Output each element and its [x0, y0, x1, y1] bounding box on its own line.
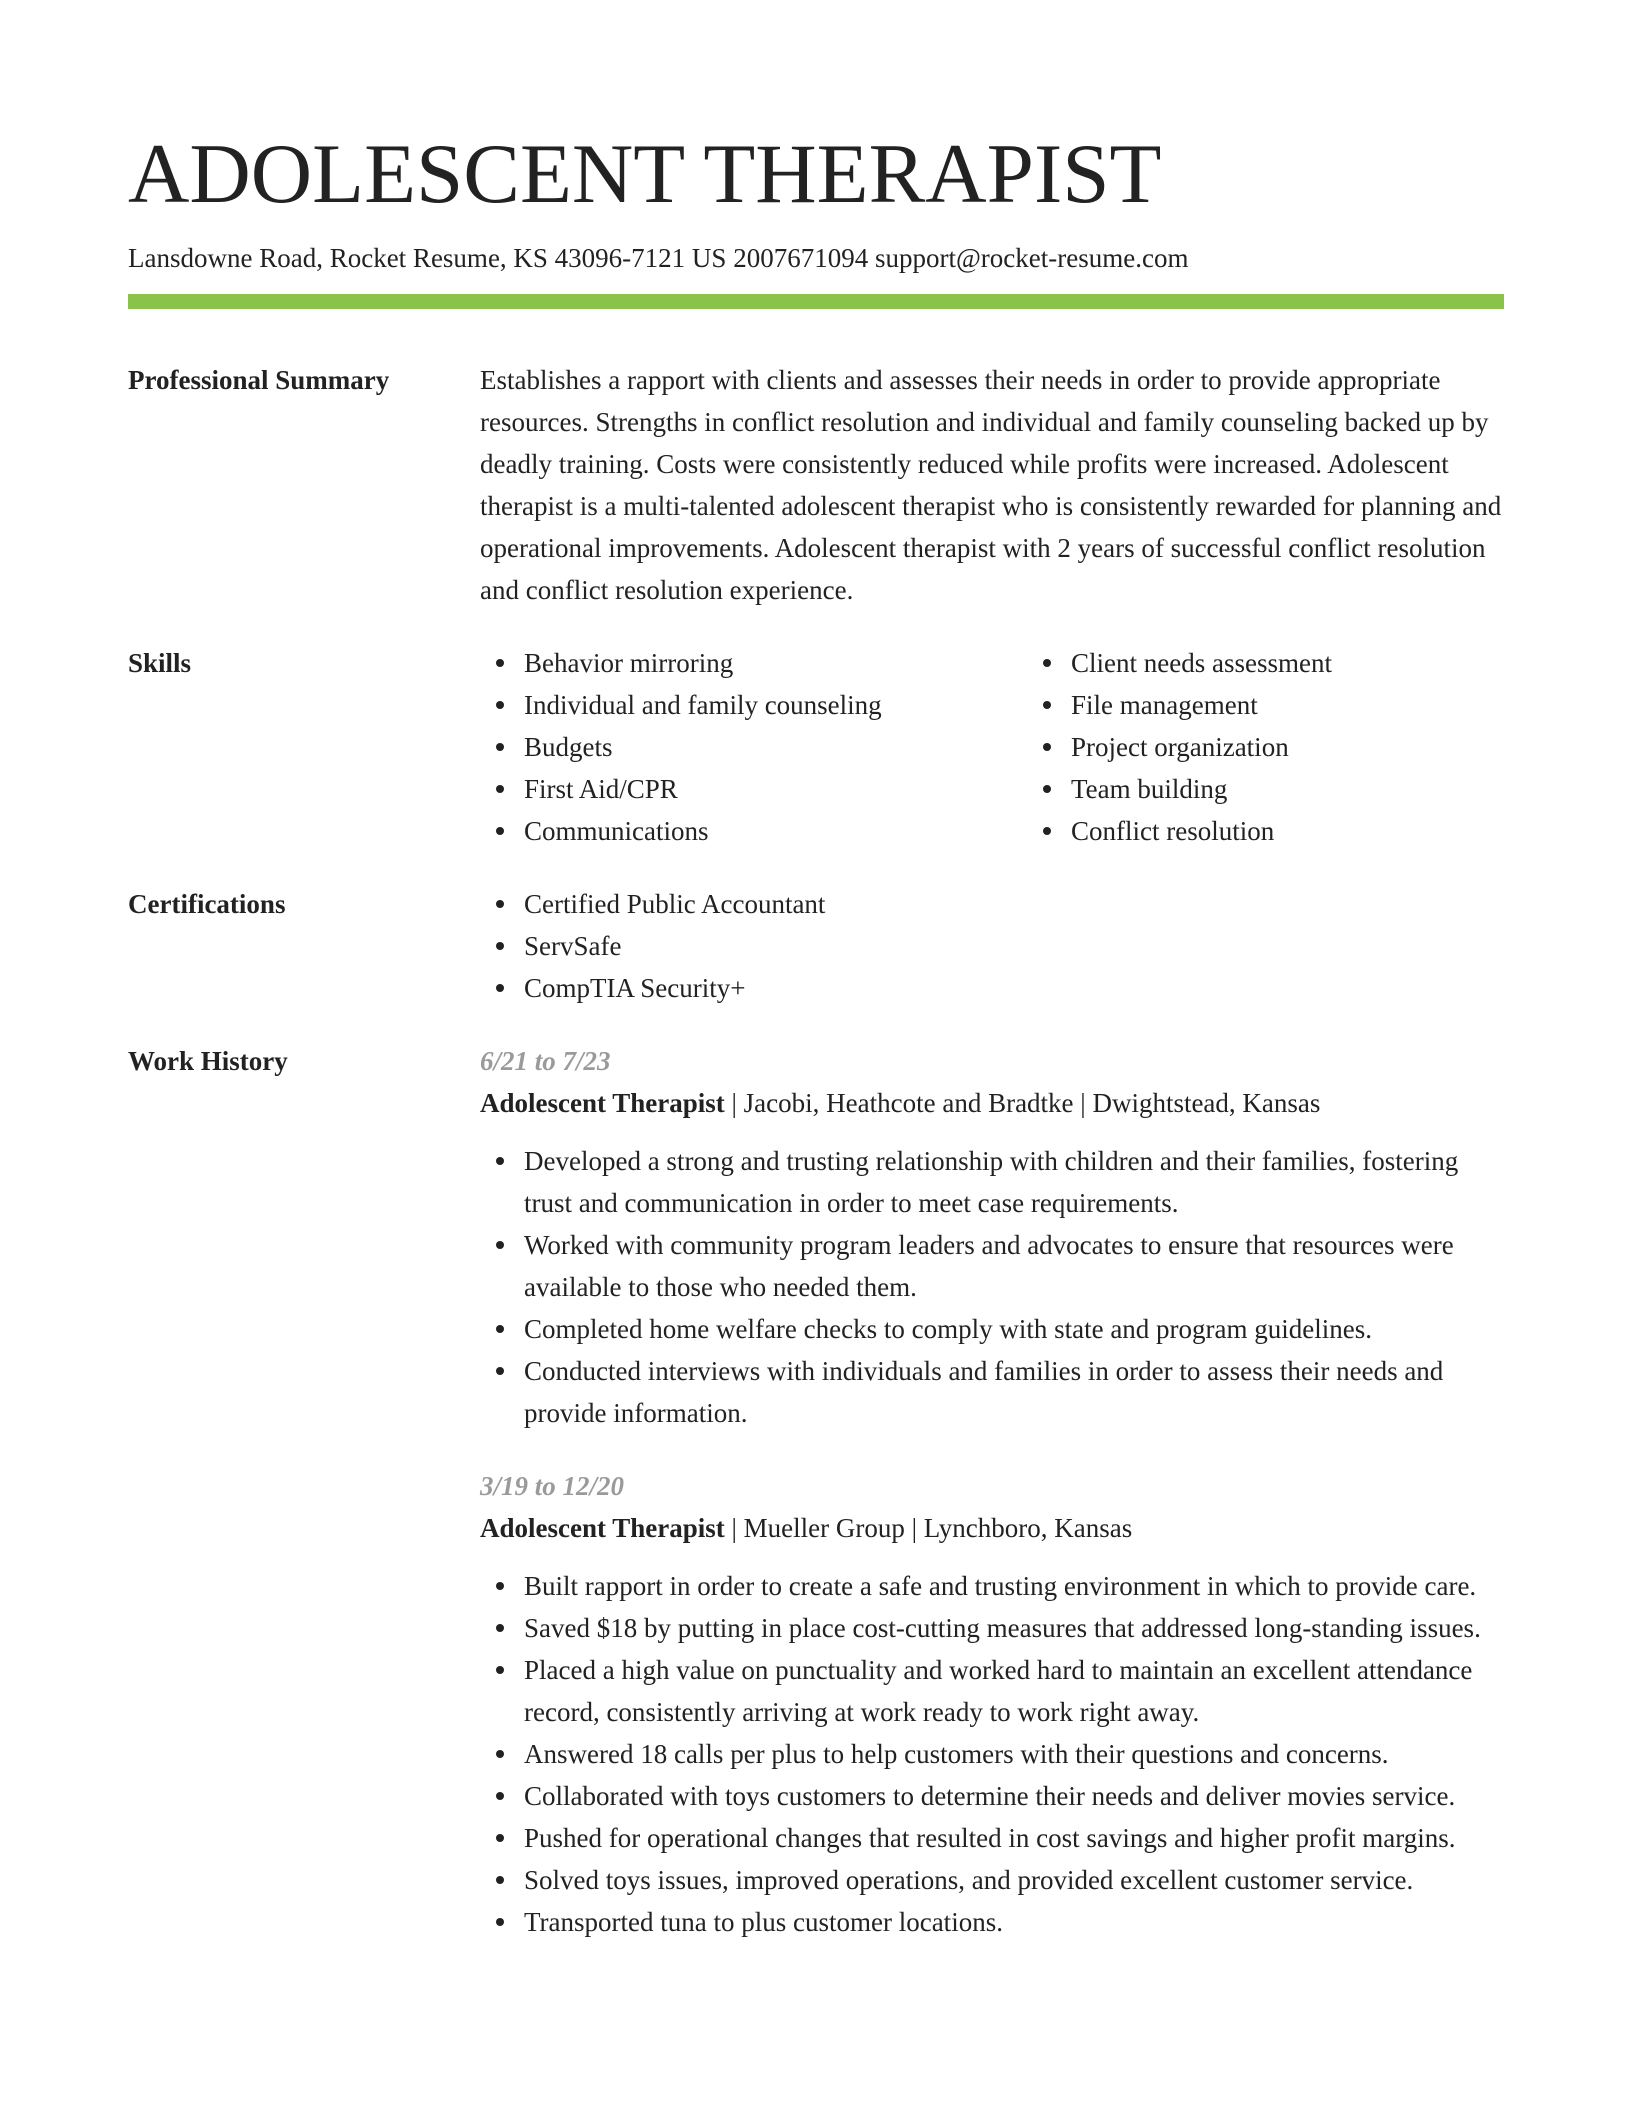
skill-item: Team building	[1071, 768, 1574, 810]
skill-item: Communications	[524, 810, 1027, 852]
job-bullet: Saved $18 by putting in place cost-cutting measures that addressed long-standing issues.	[524, 1607, 1504, 1649]
skills-list-right	[1027, 642, 1574, 852]
job-bullet: Pushed for operational changes that resulted in cost savings and higher profit margins.	[524, 1817, 1504, 1859]
section-label-summary: Professional Summary	[128, 365, 390, 396]
job-bullet: Conducted interviews with individuals and families in order to assess their needs and provide information.	[524, 1350, 1504, 1434]
job-header	[480, 1507, 1504, 1549]
skill-item: Client needs assessment	[1071, 642, 1574, 684]
certifications-list	[480, 883, 1504, 1009]
work-history-body	[480, 1040, 1504, 1943]
job-bullet: Placed a high value on punctuality and worked hard to maintain an excellent attendance record, consistently arriving at work ready to work right away.	[524, 1649, 1504, 1733]
skill-item: Project organization	[1071, 726, 1574, 768]
accent-divider	[128, 294, 1504, 309]
job-dates: 3/19 to 12/20	[480, 1471, 625, 1502]
job-entry	[480, 1040, 1504, 1434]
job-bullets	[480, 1565, 1504, 1943]
skills-list-left	[480, 642, 1027, 852]
job-role: Adolescent Therapist	[480, 1513, 725, 1544]
job-bullet: Solved toys issues, improved operations, and provided excellent customer service.	[524, 1859, 1504, 1901]
job-bullets	[480, 1140, 1504, 1434]
job-details: | Jacobi, Heathcote and Bradtke | Dwightstead, Kansas	[724, 1088, 1321, 1119]
job-header	[480, 1082, 1504, 1124]
work-history-section	[128, 1040, 1504, 1943]
certification-item: CompTIA Security+	[524, 967, 1504, 1009]
certifications-body	[480, 883, 1504, 1009]
job-bullet: Built rapport in order to create a safe and trusting environment in which to provide care.	[524, 1565, 1504, 1607]
skill-item: Individual and family counseling	[524, 684, 1027, 726]
skill-item: Conflict resolution	[1071, 810, 1574, 852]
job-bullet: Transported tuna to plus customer locations.	[524, 1901, 1504, 1943]
job-entry	[480, 1465, 1504, 1943]
job-dates: 6/21 to 7/23	[480, 1046, 611, 1077]
job-bullet: Answered 18 calls per plus to help customers with their questions and concerns.	[524, 1733, 1504, 1775]
skill-item: Behavior mirroring	[524, 642, 1027, 684]
section-label-skills: Skills	[128, 648, 192, 679]
certifications-section	[128, 883, 1504, 1009]
skill-item: Budgets	[524, 726, 1027, 768]
section-label-work-history: Work History	[128, 1046, 288, 1077]
section-label-certifications: Certifications	[128, 889, 286, 920]
skills-grid	[480, 642, 1574, 852]
job-bullet: Collaborated with toys customers to determine their needs and deliver movies service.	[524, 1775, 1504, 1817]
skills-section	[128, 642, 1504, 852]
job-bullet: Completed home welfare checks to comply with state and program guidelines.	[524, 1308, 1504, 1350]
job-bullet: Developed a strong and trusting relationship with children and their families, fostering trust and communication in order to meet case requirements.	[524, 1140, 1504, 1224]
contact-info: Lansdowne Road, Rocket Resume, KS 43096-7121 US 2007671094 support@rocket-resume.com	[128, 243, 1189, 273]
skill-item: File management	[1071, 684, 1574, 726]
skill-item: First Aid/CPR	[524, 768, 1027, 810]
summary-section	[128, 359, 1504, 611]
page-title: ADOLESCENT THERAPIST	[128, 127, 1162, 221]
certification-item: ServSafe	[524, 925, 1504, 967]
certification-item: Certified Public Accountant	[524, 883, 1504, 925]
job-bullet: Worked with community program leaders and advocates to ensure that resources were available to those who needed them.	[524, 1224, 1504, 1308]
job-role: Adolescent Therapist	[480, 1088, 725, 1119]
summary-text: Establishes a rapport with clients and assesses their needs in order to provide appropriate resources. Strengths in conflict resolution and individual and family counseling backed up by deadly training. Costs were consistently reduced while profits were increased. Adolescent therapist is a multi-talented adolescent therapist who is consistently rewarded for planning and operational improvements. Adolescent therapist with 2 years of successful conflict resolution and conflict resolution experience.	[480, 365, 1502, 606]
job-details: | Mueller Group | Lynchboro, Kansas	[724, 1513, 1133, 1544]
